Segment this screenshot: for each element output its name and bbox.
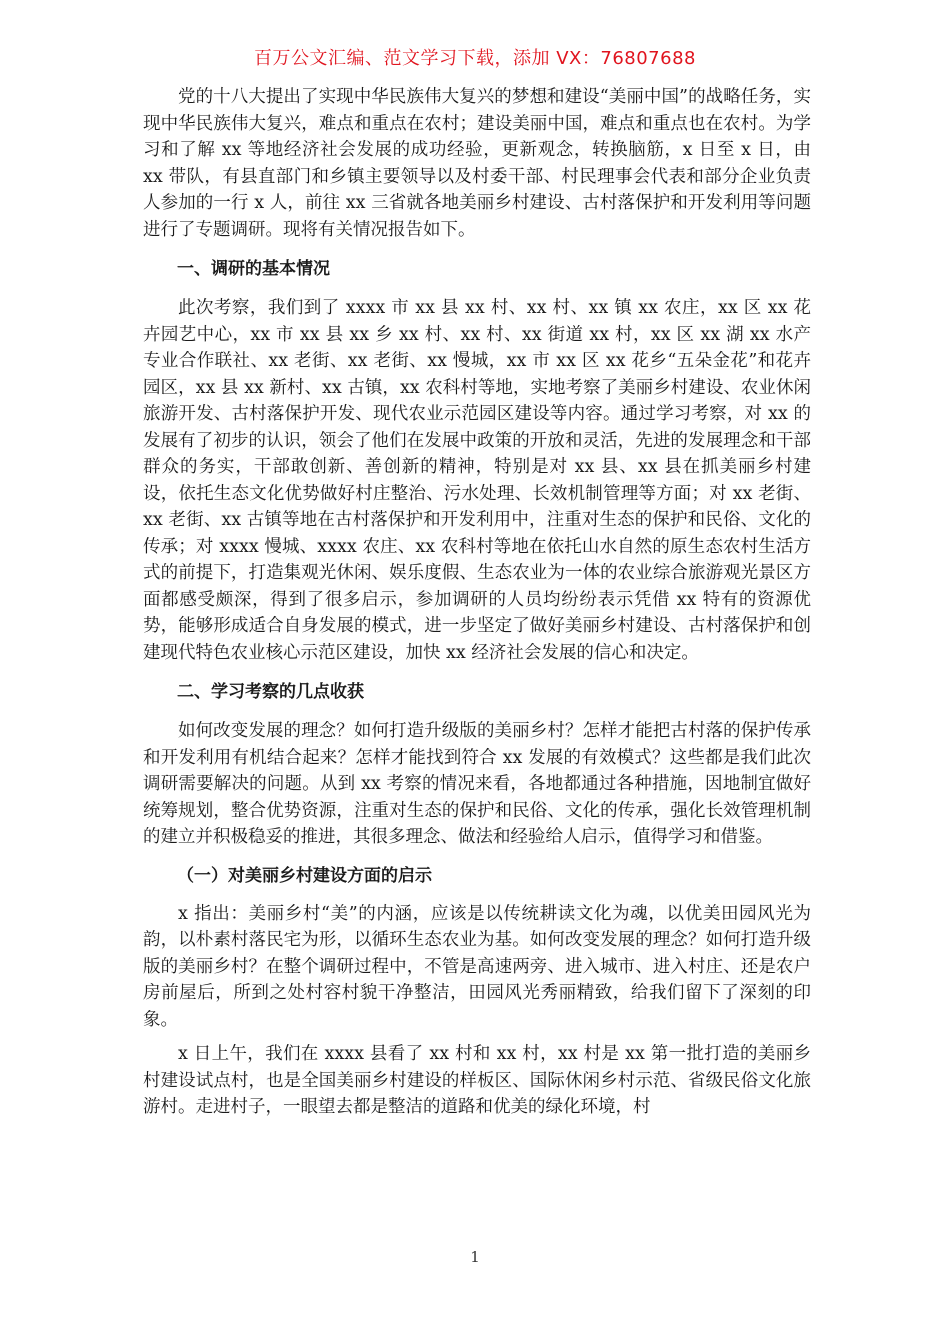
subsection-heading-1: （一）对美丽乡村建设方面的启示 — [177, 865, 432, 886]
header-banner: 百万公文汇编、范文学习下载，添加 VX：76807688 — [254, 48, 696, 69]
subsection1-paragraph-1: x 指出：美丽乡村“美”的内涵，应该是以传统耕读文化为魂，以优美田园风光为韵，以朴素村落民宅为形，以循环生态农业为基。如何改变发展的理念？如何打造升级版的美丽乡村？在整个调研过程中，不管是高速两旁、进入城市、进入村庄、还是农户房前屋后，所到之处村容村貌干净整洁，田园风光秀丽精致，给我们留下了深刻的印象。 — [143, 903, 811, 1030]
section-heading-1: 一、调研的基本情况 — [177, 259, 330, 279]
subsection1-paragraph-2: x 日上午，我们在 xxxx 县看了 xx 村和 xx 村，xx 村是 xx 第一批打造的美丽乡村建设试点村，也是全国美丽乡村建设的样板区、国际休闲乡村示范、省级民俗文化旅游村。走进村子，一眼望去都是整洁的道路和优美的绿化环境，村 — [143, 1044, 811, 1117]
document-body — [143, 84, 811, 1129]
section2-paragraph: 如何改变发展的理念？如何打造升级版的美丽乡村？怎样才能把古村落的保护传承和开发利用有机结合起来？怎样才能找到符合 xx 发展的有效模式？这些都是我们此次调研需要解决的问题。从到 xx 考察的情况来看，各地都通过各种措施，因地制宜做好统筹规划，整合优势资源，注重对生态的保护和民俗、文化的传承，强化长效管理机制的建立并积极稳妥的推进，其很多理念、做法和经验给人启示，值得学习和借鉴。 — [143, 721, 811, 847]
page-number: 1 — [470, 1248, 480, 1266]
section-heading-2: 二、学习考察的几点收获 — [177, 682, 364, 702]
intro-paragraph: 党的十八大提出了实现中华民族伟大复兴的梦想和建设“美丽中国”的战略任务，实现中华民族伟大复兴，难点和重点在农村；建设美丽中国，难点和重点也在农村。为学习和了解 xx 等地经济社会发展的成功经验，更新观念，转换脑筋，x 日至 x 日，由 xx 带队，有县直部门和乡镇主要领导以及村委干部、村民理事会代表和部分企业负责人参加的一行 x 人，前往 xx 三省就各地美丽乡村建设、古村落保护和开发利用等问题进行了专题调研。现将有关情况报告如下。 — [143, 87, 811, 240]
section1-paragraph: 此次考察，我们到了 xxxx 市 xx 县 xx 村、xx 村、xx 镇 xx 农庄，xx 区 xx 花卉园艺中心，xx 市 xx 县 xx 乡 xx 村、xx 村、xx 街道 xx 村，xx 区 xx 湖 xx 水产专业合作联社、xx 老街、xx 老街、xx 慢城，xx 市 xx 区 xx 花乡“五朵金花”和花卉园区，xx 县 xx 新村、xx 古镇，xx 农科村等地，实地考察了美丽乡村建设、农业休闲旅游开发、古村落保护开发、现代农业示范园区建设等内容。通过学习考察，对 xx 的发展有了初步的认识，领会了他们在发展中政策的开放和灵活，先进的发展理念和干部群众的务实，干部敢创新、善创新的精神，特别是对 xx 县、xx 县在抓美丽乡村建设，依托生态文化优势做好村庄整治、污水处理、长效机制管理等方面；对 xx 老街、xx 老街、xx 古镇等地在古村落保护和开发利用中，注重对生态的保护和民俗、文化的传承；对 xxxx 慢城、xxxx 农庄、xx 农科村等地在依托山水自然的原生态农村生活方式的前提下，打造集观光休闲、娱乐度假、生态农业为一体的农业综合旅游观光景区方面都感受颇深，得到了很多启示，参加调研的人员均纷纷表示凭借 xx 特有的资源优势，能够形成适合自身发展的模式，进一步坚定了做好美丽乡村建设、古村落保护和创建现代特色农业核心示范区建设，加快 xx 经济社会发展的信心和决定。 — [143, 298, 811, 663]
